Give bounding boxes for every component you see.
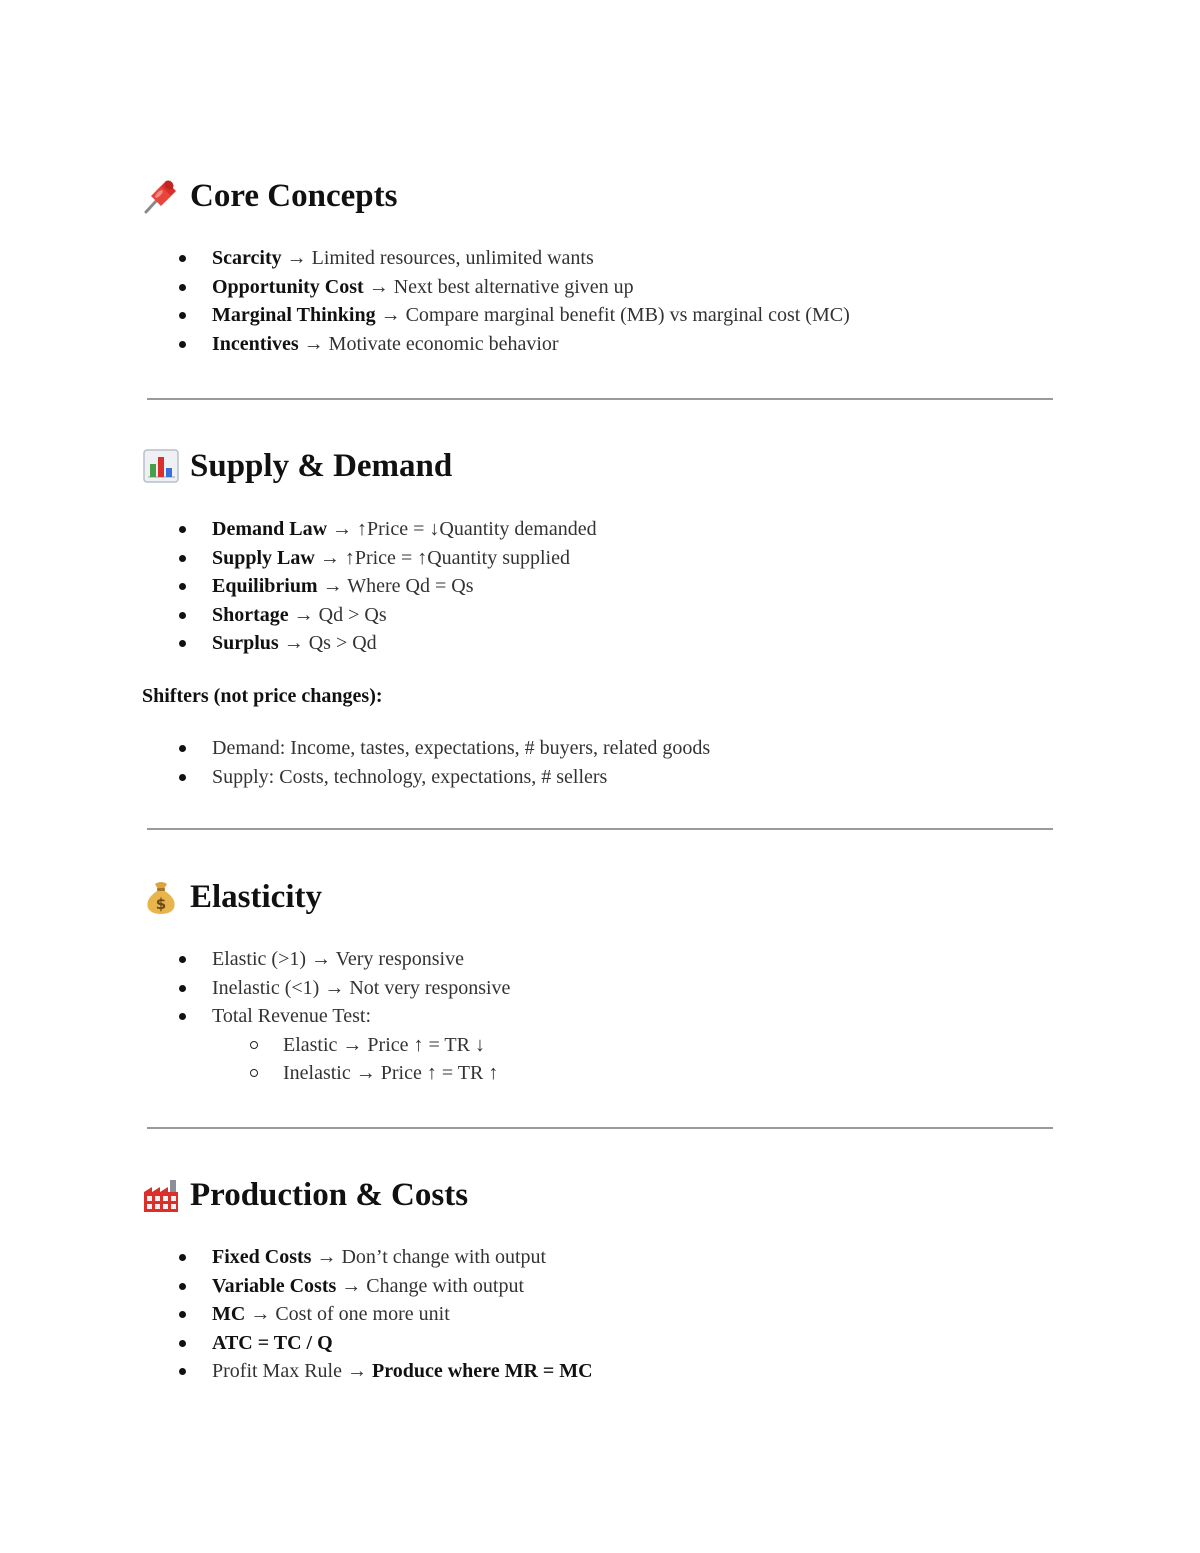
core-concepts-list (142, 244, 1054, 358)
term: Fixed Costs (212, 1246, 312, 1268)
definition: → Motivate economic behavior (303, 332, 559, 355)
section-heading (142, 1175, 1054, 1215)
term: Surplus (212, 632, 279, 655)
definition: → Limited resources, unlimited wants (286, 247, 594, 269)
list-item (142, 301, 1054, 330)
horizontal-divider (147, 1127, 1053, 1129)
list-item: Inelastic (<1) → Not very responsive (142, 974, 1054, 1003)
term: Incentives (212, 332, 299, 355)
list-item (142, 1357, 1054, 1386)
term: Produce where MR = MC (372, 1360, 593, 1383)
term: MC (212, 1303, 246, 1326)
section-supply-demand (142, 446, 1054, 791)
list-item: Demand: Income, tastes, expectations, # buyers, related goods (142, 734, 1054, 763)
section-title: Supply & Demand (190, 448, 453, 484)
sub-list-item: Elastic → Price ↑ = TR ↓ (142, 1031, 1054, 1060)
section-core-concepts (142, 176, 1054, 358)
list-item (142, 1329, 1054, 1358)
svg-text:$: $ (155, 895, 167, 913)
list-item (142, 572, 1054, 601)
definition: → Don’t change with output (316, 1246, 547, 1268)
definition: → Compare marginal benefit (MB) vs marginal cost (MC) (380, 304, 850, 327)
money-bag-icon (142, 878, 180, 916)
pushpin-icon (142, 177, 180, 215)
list-item (142, 330, 1054, 359)
production-costs-list (142, 1243, 1054, 1386)
list-item (142, 515, 1054, 544)
list-item: Supply: Costs, technology, expectations, # sellers (142, 763, 1054, 792)
definition: → Next best alternative given up (368, 275, 634, 298)
section-heading (142, 877, 1054, 917)
list-item (142, 544, 1054, 573)
section-production-costs (142, 1175, 1054, 1386)
list-item (142, 1243, 1054, 1272)
list-item: Elastic (>1) → Very responsive (142, 945, 1054, 974)
definition: → ↑Price = ↓Quantity demanded (332, 518, 597, 540)
list-item (142, 601, 1054, 630)
bar-chart-icon (142, 447, 180, 485)
definition: → Qd > Qs (293, 603, 387, 626)
list-item: Total Revenue Test: (142, 1002, 1054, 1031)
shifters-subheading: Shifters (not price changes): (142, 684, 383, 707)
supply-demand-list (142, 515, 1054, 658)
list-item (142, 629, 1054, 658)
list-item (142, 1272, 1054, 1301)
lead-text: Profit Max Rule → (212, 1360, 367, 1383)
term: Scarcity (212, 247, 282, 269)
definition: → Qs > Qd (283, 632, 377, 655)
list-item (142, 273, 1054, 302)
definition: → Change with output (341, 1274, 525, 1297)
definition: → Where Qd = Qs (322, 575, 474, 598)
definition: → Cost of one more unit (250, 1303, 450, 1326)
term: ATC = TC / Q (212, 1331, 333, 1354)
section-title: Production & Costs (190, 1177, 469, 1213)
section-elasticity (142, 877, 1054, 1088)
term: Demand Law (212, 518, 328, 540)
horizontal-divider (147, 828, 1053, 830)
definition: → ↑Price = ↑Quantity supplied (319, 546, 570, 569)
section-title: Elasticity (190, 879, 322, 915)
term: Supply Law (212, 546, 315, 569)
shifters-list (142, 734, 1054, 791)
factory-icon (142, 1176, 180, 1214)
section-heading (142, 176, 1054, 216)
term: Opportunity Cost (212, 275, 364, 298)
section-heading (142, 446, 1054, 486)
sub-list-item: Inelastic → Price ↑ = TR ↑ (142, 1059, 1054, 1088)
term: Equilibrium (212, 575, 318, 598)
list-item (142, 244, 1054, 273)
term: Variable Costs (212, 1274, 337, 1297)
section-title: Core Concepts (190, 178, 398, 214)
elasticity-list (142, 945, 1054, 1088)
term: Shortage (212, 603, 289, 626)
horizontal-divider (147, 398, 1053, 400)
term: Marginal Thinking (212, 304, 376, 327)
list-item (142, 1300, 1054, 1329)
